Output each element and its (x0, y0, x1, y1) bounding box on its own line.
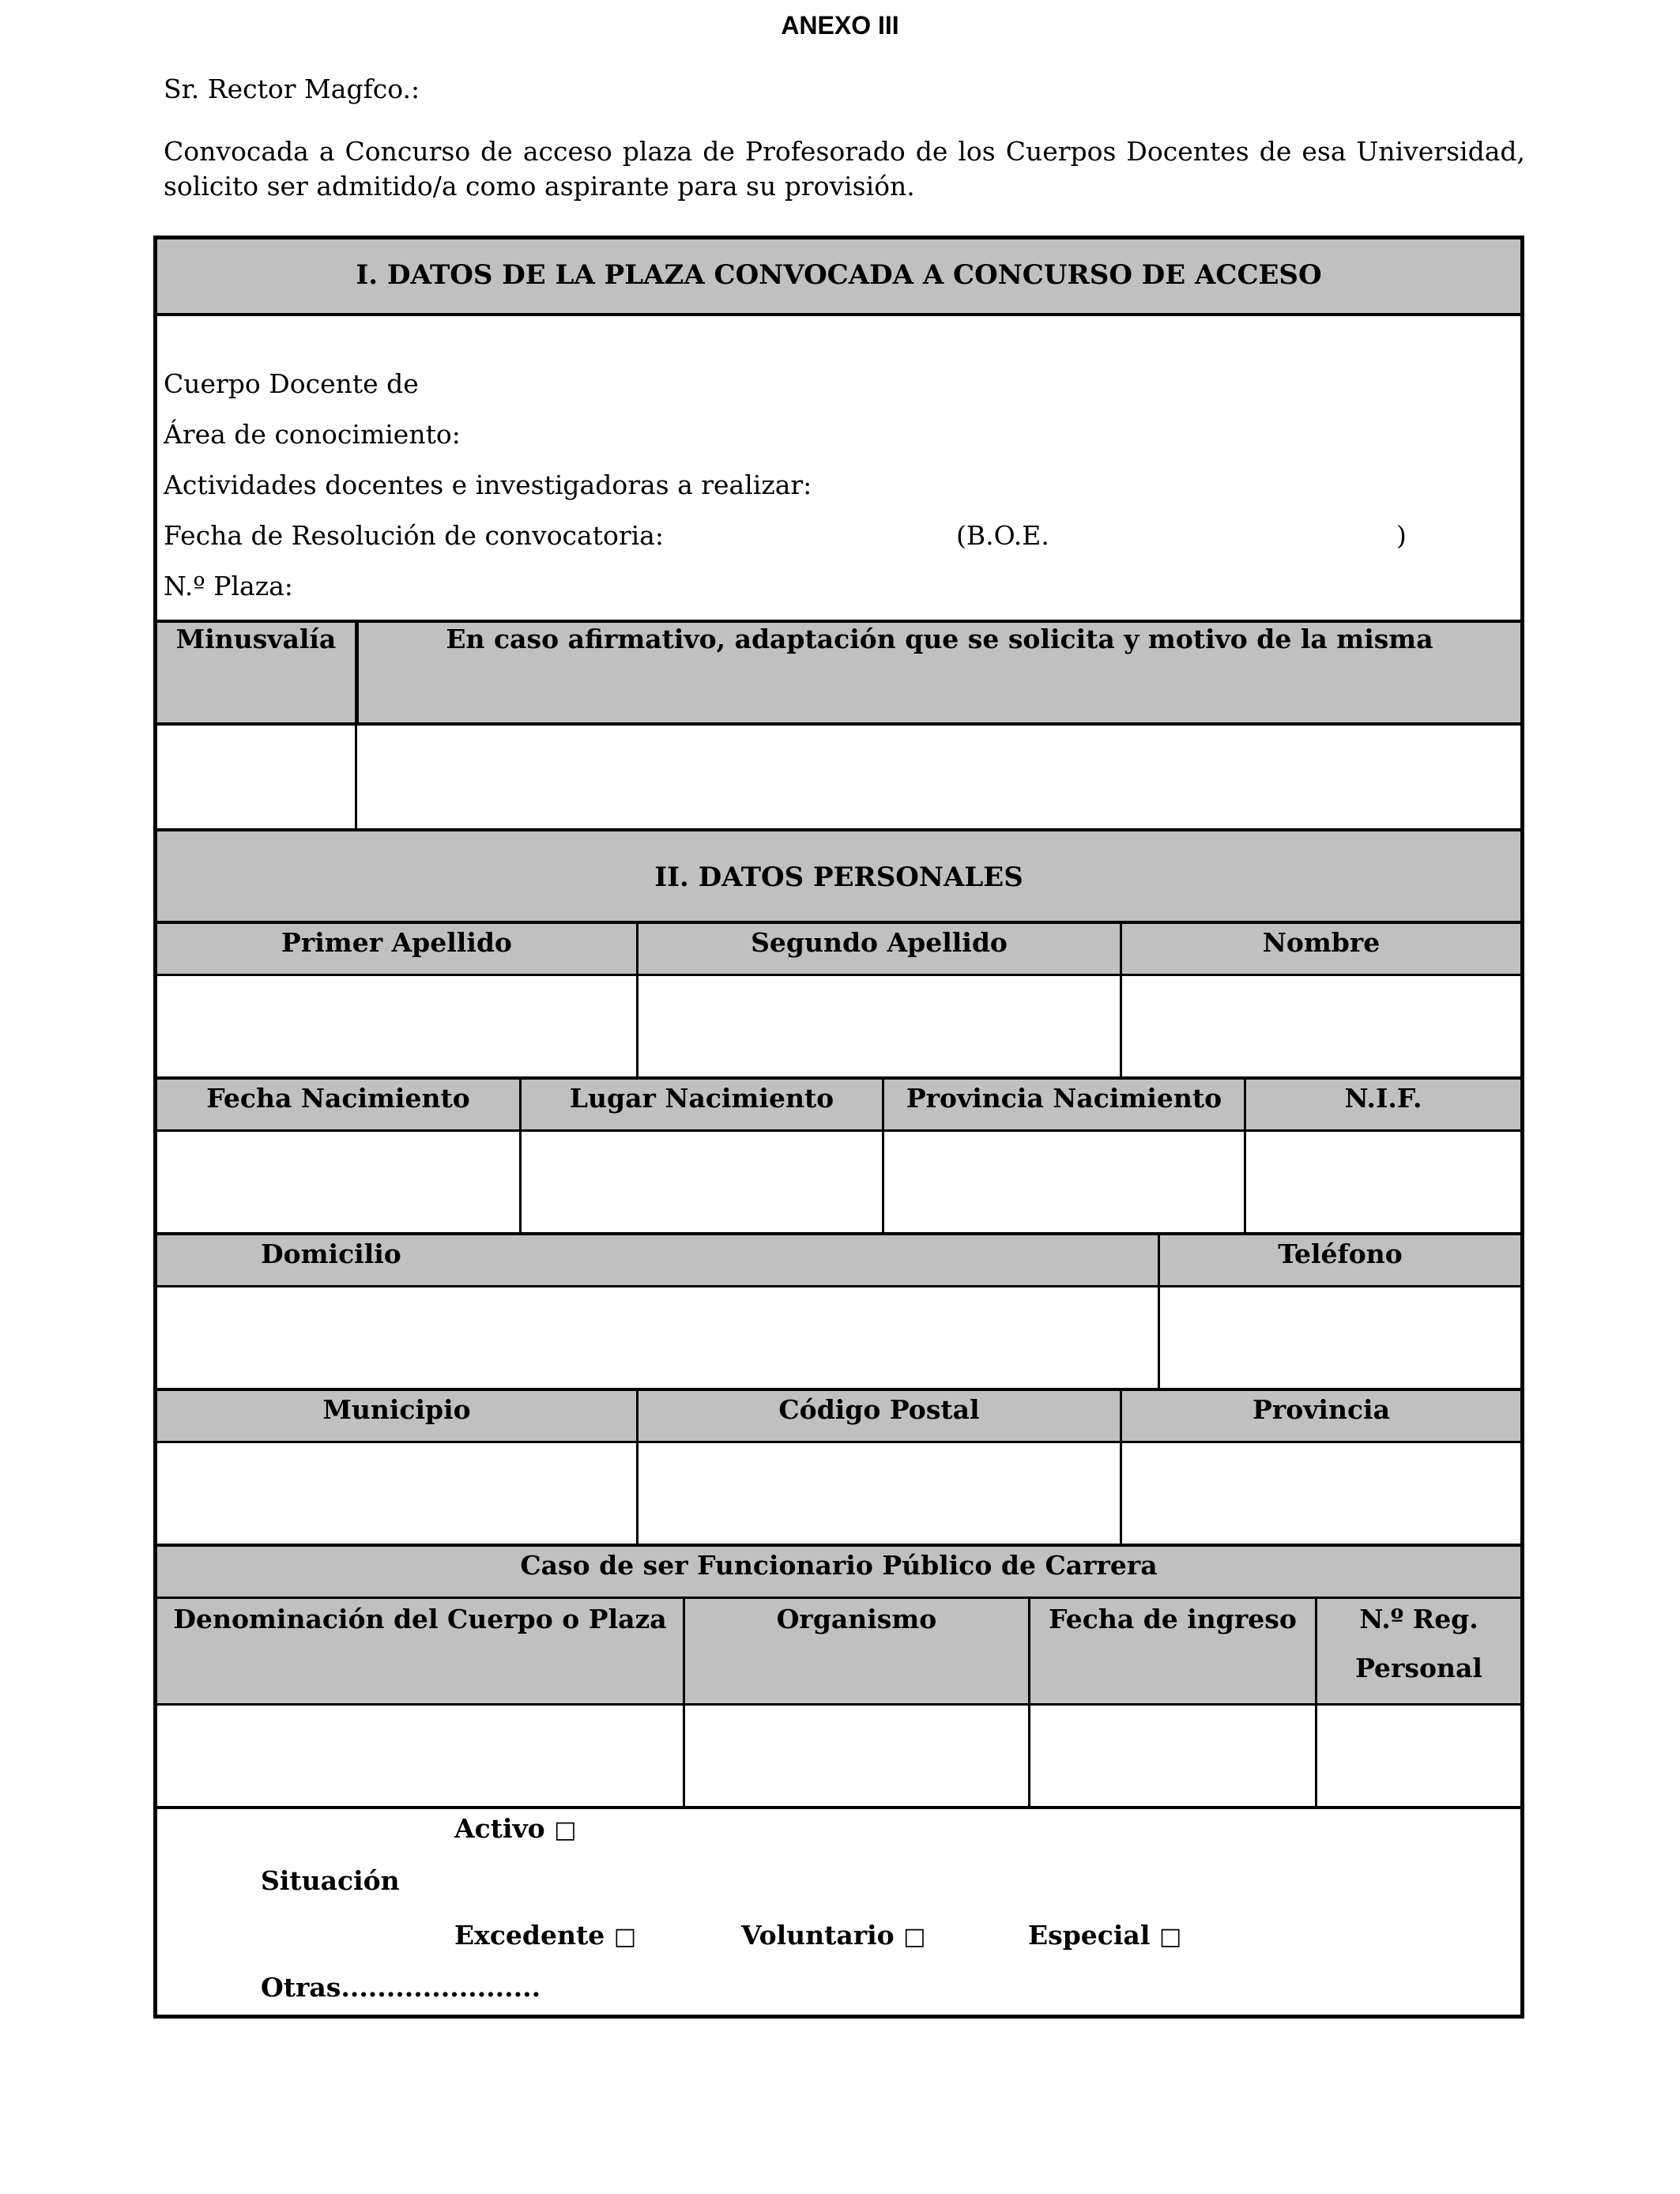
rule (157, 1441, 1520, 1443)
primer-apellido-header: Primer Apellido (281, 927, 512, 958)
fecha-nacimiento-header: Fecha Nacimiento (206, 1083, 470, 1114)
domicilio-header: Domicilio (261, 1238, 401, 1269)
rule (157, 722, 1520, 726)
especial-label: Especial (1028, 1920, 1151, 1951)
nif-header: N.I.F. (1344, 1083, 1422, 1114)
checkbox-icon[interactable]: □ (554, 1816, 577, 1844)
document-title: ANEXO III (781, 11, 899, 40)
rule (157, 974, 1520, 976)
rule (157, 1129, 1520, 1132)
numero-registro-header: N.º Reg. (1359, 1604, 1478, 1634)
checkbox-icon[interactable]: □ (1158, 1923, 1182, 1951)
rule (157, 313, 1520, 316)
section2-heading: II. DATOS PERSONALES (654, 861, 1023, 893)
activo-label: Activo (454, 1813, 545, 1844)
segundo-apellido-header: Segundo Apellido (751, 927, 1008, 958)
rule (157, 1388, 1520, 1391)
personal-header: Personal (1355, 1653, 1482, 1683)
area-conocimiento-label: Área de conocimiento: (164, 419, 461, 450)
application-form (153, 236, 1524, 2019)
actividades-label: Actividades docentes e investigadoras a realizar: (164, 469, 812, 500)
lugar-nacimiento-header: Lugar Nacimiento (569, 1083, 834, 1114)
checkbox-icon[interactable]: □ (903, 1923, 926, 1951)
nombre-header: Nombre (1262, 927, 1381, 958)
divider (355, 726, 357, 828)
especial-option[interactable] (1028, 1918, 1181, 1955)
section1-heading: I. DATOS DE LA PLAZA CONVOCADA A CONCURSO DE ACCESO (356, 259, 1322, 291)
excedente-option[interactable] (454, 1918, 636, 1955)
rule (157, 921, 1520, 924)
telefono-header: Teléfono (1278, 1238, 1403, 1269)
checkbox-icon[interactable]: □ (613, 1923, 637, 1951)
provincia-header: Provincia (1252, 1394, 1390, 1425)
salutation: Sr. Rector Magfco.: (164, 74, 420, 104)
rule (157, 1232, 1520, 1235)
situacion-label: Situación (261, 1865, 400, 1896)
fecha-ingreso-header: Fecha de ingreso (1049, 1604, 1297, 1634)
numero-plaza-label: N.º Plaza: (164, 571, 293, 601)
otras-field[interactable]: Otras...................... (261, 1972, 541, 2003)
funcionario-heading: Caso de ser Funcionario Público de Carrera (520, 1550, 1158, 1581)
denominacion-header: Denominación del Cuerpo o Plaza (173, 1604, 667, 1634)
codigo-postal-header: Código Postal (778, 1394, 980, 1425)
fecha-resolucion-label: Fecha de Resolución de convocatoria: (164, 520, 664, 551)
organismo-header: Organismo (776, 1604, 937, 1634)
voluntario-label: Voluntario (741, 1920, 895, 1951)
adaptacion-header: En caso afirmativo, adaptación que se solicita y motivo de la misma (446, 624, 1433, 654)
boe-close-paren: ) (1396, 520, 1407, 551)
boe-label: (B.O.E. (956, 520, 1049, 551)
rule (157, 1544, 1520, 1547)
rule (157, 1806, 1520, 1809)
intro-paragraph: Convocada a Concurso de acceso plaza de Profesorado de los Cuerpos Docentes de esa Universidad, solicito ser admitido/a como aspirante para su provisión. (164, 136, 1525, 202)
voluntario-option[interactable] (741, 1918, 926, 1955)
rule (157, 1076, 1520, 1080)
minusvalia-header: Minusvalía (175, 624, 337, 654)
rule (157, 1285, 1520, 1287)
rule (157, 828, 1520, 831)
activo-option[interactable] (454, 1811, 577, 1848)
excedente-label: Excedente (454, 1920, 605, 1951)
cuerpo-docente-label: Cuerpo Docente de (164, 368, 419, 399)
provincia-nacimiento-header: Provincia Nacimiento (906, 1083, 1222, 1114)
municipio-header: Municipio (322, 1394, 471, 1425)
